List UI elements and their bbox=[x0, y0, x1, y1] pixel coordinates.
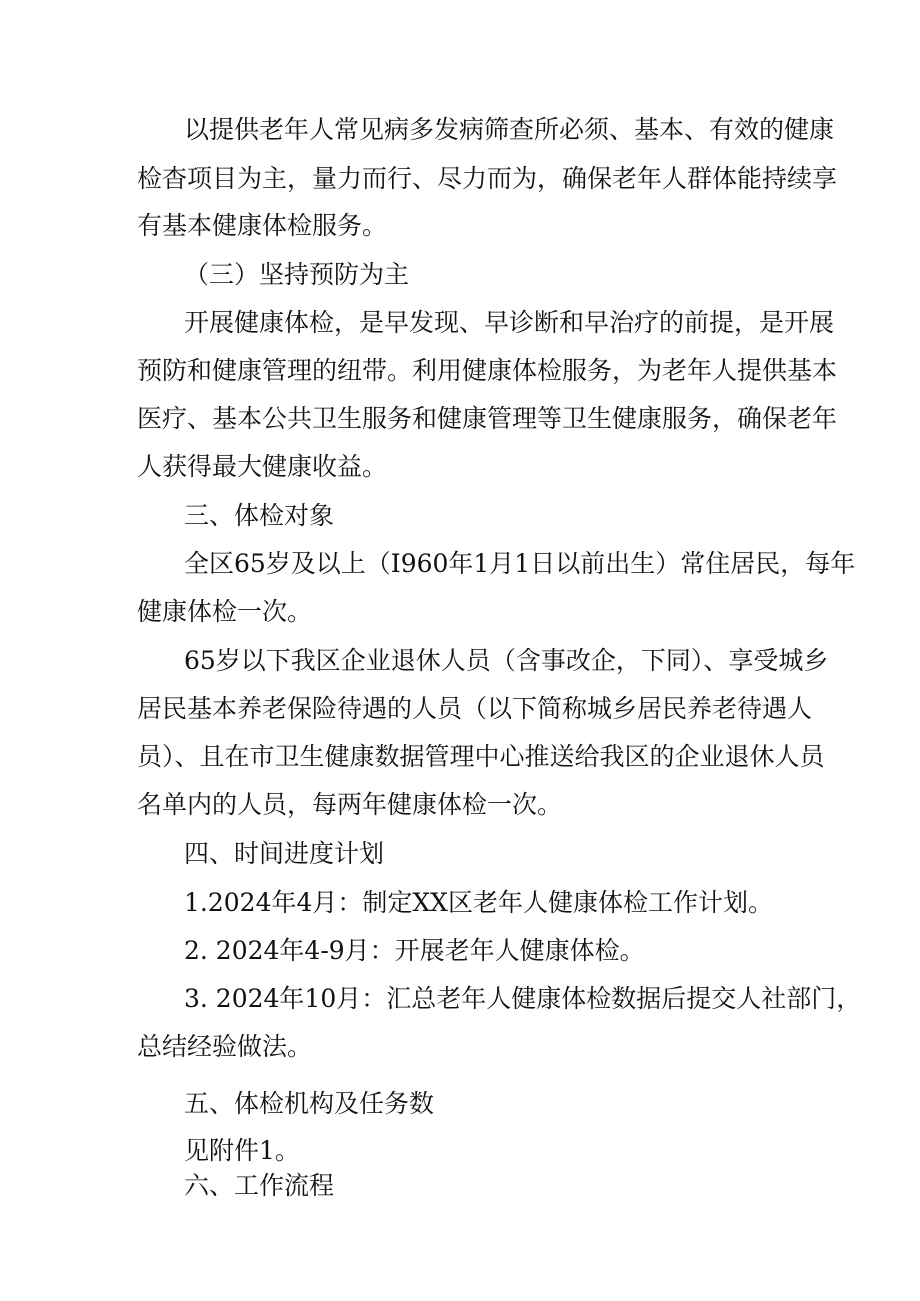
section-heading: 四、时间进度计划 bbox=[184, 839, 385, 868]
paragraph-line: 总结经验做法。 bbox=[137, 1032, 313, 1061]
paragraph-line: 65岁以下我区企业退休人员（含事改企，下同）、享受城乡 bbox=[184, 646, 829, 675]
paragraph-line: 员）、且在市卫生健康数据管理中心推送给我区的企业退休人员 bbox=[137, 742, 825, 771]
paragraph-line: 有基本健康体检服务。 bbox=[137, 211, 388, 240]
paragraph-line: 开展健康体检，是早发现、早诊断和早治疗的前提，是开展 bbox=[184, 308, 835, 337]
paragraph-line: 健康体检一次。 bbox=[137, 597, 313, 626]
paragraph-line: 2. 2024年4-9月：开展老年人健康体检。 bbox=[184, 936, 645, 965]
section-heading: （三）坚持预防为主 bbox=[184, 260, 410, 289]
paragraph-line: 医疗、基本公共卫生服务和健康管理等卫生健康服务，确保老年 bbox=[137, 404, 838, 433]
section-heading: 五、体检机构及任务数 bbox=[184, 1089, 435, 1118]
paragraph-line: 1.2024年4月：制定XX区老年人健康体检工作计划。 bbox=[184, 888, 773, 917]
paragraph-line: 预防和健康管理的纽带。利用健康体检服务，为老年人提供基本 bbox=[137, 356, 838, 385]
paragraph-line: 名单内的人员，每两年健康体检一次。 bbox=[137, 790, 563, 819]
paragraph-line: 以提供老年人常见病多发病筛查所必须、基本、有效的健康 bbox=[184, 115, 835, 144]
paragraph-line: 居民基本养老保险待遇的人员（以下简称城乡居民养老待遇人 bbox=[137, 694, 813, 723]
section-heading: 六、工作流程 bbox=[184, 1171, 335, 1200]
paragraph-line: 全区65岁及以上（I960年1月1日以前出生）常住居民，每年 bbox=[184, 549, 856, 578]
paragraph-line: 检杳项目为主，量力而行、尽力而为，确保老年人群体能持续享 bbox=[137, 164, 838, 193]
paragraph-line: 3. 2024年10月：汇总老年人健康体检数据后提交人社部门， bbox=[184, 984, 862, 1013]
paragraph-line: 见附件1。 bbox=[184, 1136, 300, 1165]
paragraph-line: 人获得最大健康收益。 bbox=[137, 452, 388, 481]
section-heading: 三、体检对象 bbox=[184, 501, 335, 530]
